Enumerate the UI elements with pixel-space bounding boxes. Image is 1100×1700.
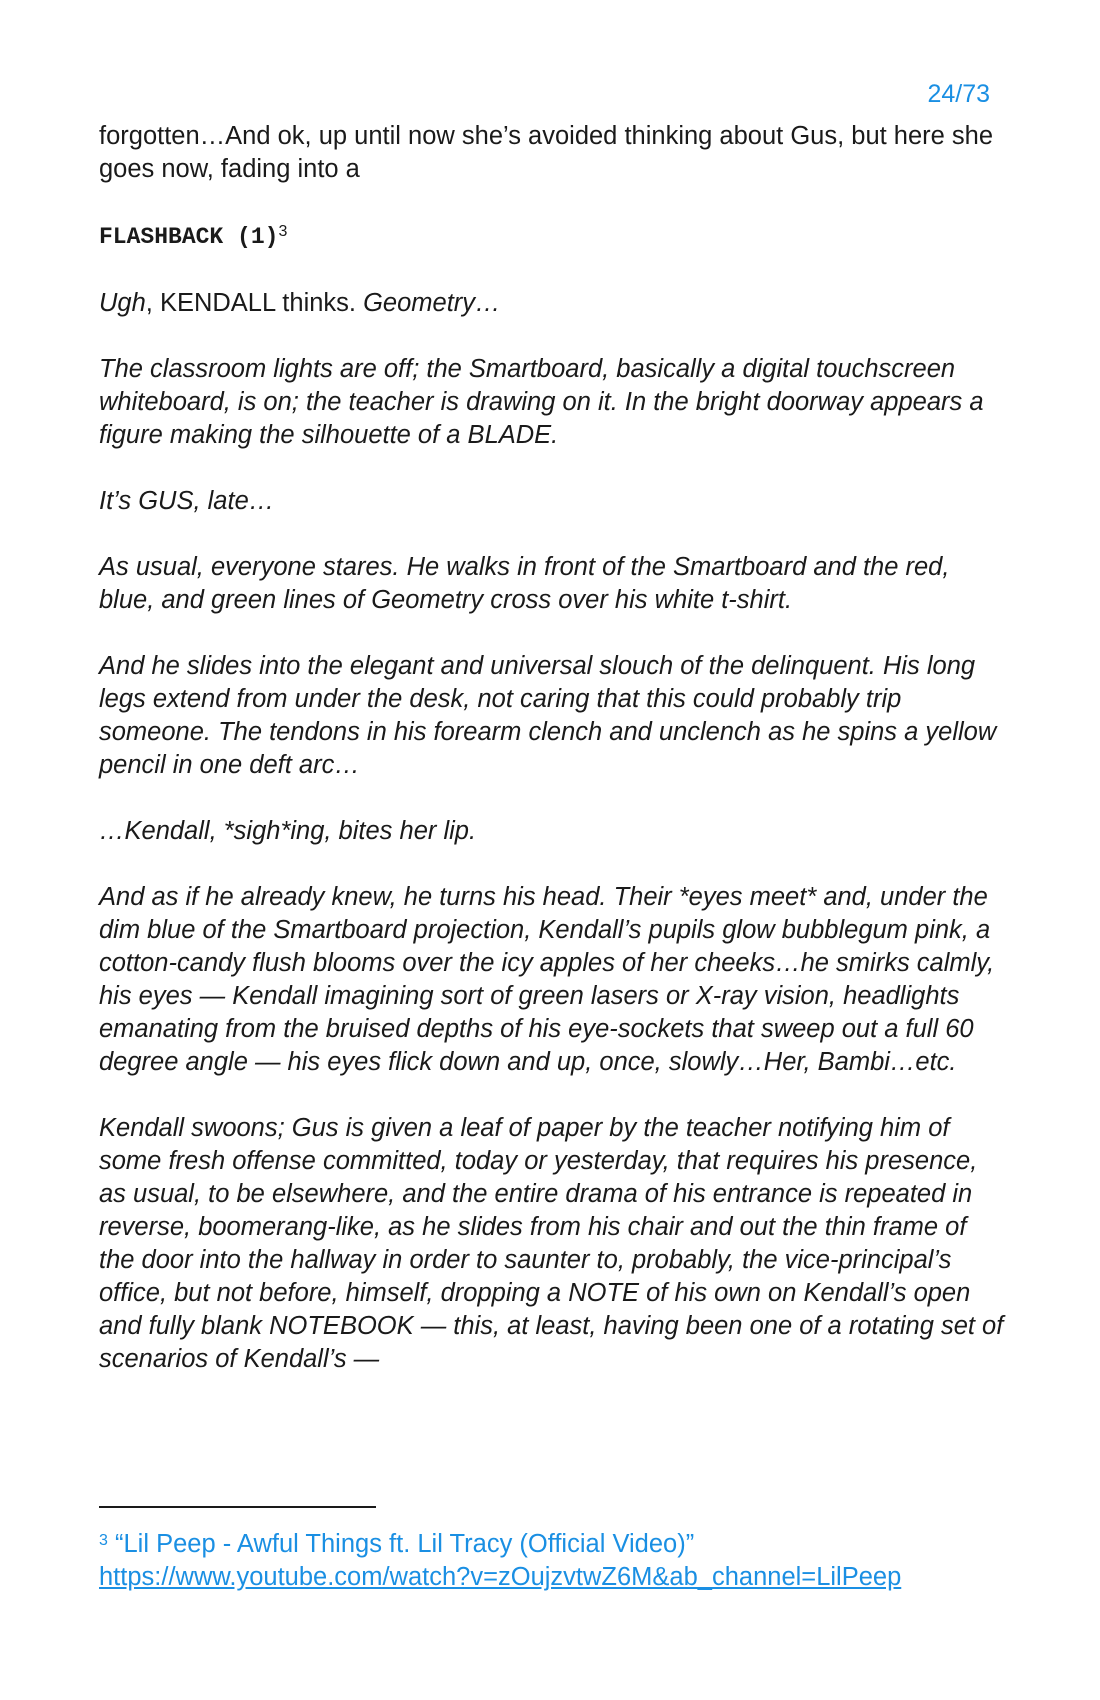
scene-heading-text: FLASHBACK (1) xyxy=(99,224,279,250)
footnote-title: “Lil Peep - Awful Things ft. Lil Tracy (Official Video)” xyxy=(115,1530,695,1558)
paragraph-classroom: The classroom lights are off; the Smartboard, basically a digital touchscreen whiteboard, is on; the teacher is drawing on it. In the bright doorway appears a figure making the silhouette of a BLADE. xyxy=(99,355,984,449)
footnote-ref[interactable]: 3 xyxy=(278,223,288,240)
footnote xyxy=(99,1528,999,1594)
paragraph-eyes-meet: And as if he already knew, he turns his head. Their *eyes meet* and, under the dim blue of the Smartboard projection, Kendall’s pupils glow bubblegum pink, a cotton-candy flush blooms over the icy apples of her cheeks…he smirks calmly, his eyes — Kendall imagining sort of green lasers or X-ray vision, headlights emanating from the bruised depths of his eye-sockets that sweep out a full 60 degree angle — his eyes flick down and up, once, slowly…Her, Bambi…etc. xyxy=(99,883,995,1076)
geometry-text: Geometry… xyxy=(363,289,501,317)
paragraph-kendall-thinks xyxy=(99,287,1004,320)
paragraph-swoons: Kendall swoons; Gus is given a leaf of paper by the teacher notifying him of some fresh offense committed, today or yesterday, that requires his presence, as usual, to be elsewhere, and the entire drama of his entrance is repeated in reverse, boomerang-like, as he slides from his chair and out the thin frame of the door into the hallway in order to saunter to, probably, the vice-principal’s office, but not before, himself, dropping a NOTE of his own on Kendall’s open and fully blank NOTEBOOK — this, at least, having been one of a rotating set of scenarios of Kendall’s — xyxy=(99,1114,1004,1373)
paragraph-intro: forgotten…And ok, up until now she’s avoided thinking about Gus, but here she goes now, fading into a xyxy=(99,122,994,183)
footnote-number: 3 xyxy=(99,1532,108,1549)
paragraph-sighing: …Kendall, *sigh*ing, bites her lip. xyxy=(99,817,477,845)
paragraph-gus-late: It’s GUS, late… xyxy=(99,487,275,515)
paragraph-slouch: And he slides into the elegant and universal slouch of the delinquent. His long legs extend from under the desk, not caring that this could probably trip someone. The tendons in his forearm clench and unclench as he spins a yellow pencil in one deft arc… xyxy=(99,652,997,779)
ugh-text: Ugh xyxy=(99,289,146,317)
page-number: 24/73 xyxy=(927,80,990,108)
kendall-thinks-text: , KENDALL thinks. xyxy=(145,289,364,317)
scene-heading xyxy=(99,219,1004,254)
paragraph-everyone-stares: As usual, everyone stares. He walks in front of the Smartboard and the red, blue, and green lines of Geometry cross over his white t-shirt. xyxy=(99,553,950,614)
document-body xyxy=(99,120,1004,1409)
footnote-link[interactable]: https://www.youtube.com/watch?v=zOujzvtwZ6M&ab_channel=LilPeep xyxy=(99,1563,902,1591)
footnote-divider xyxy=(99,1506,376,1508)
